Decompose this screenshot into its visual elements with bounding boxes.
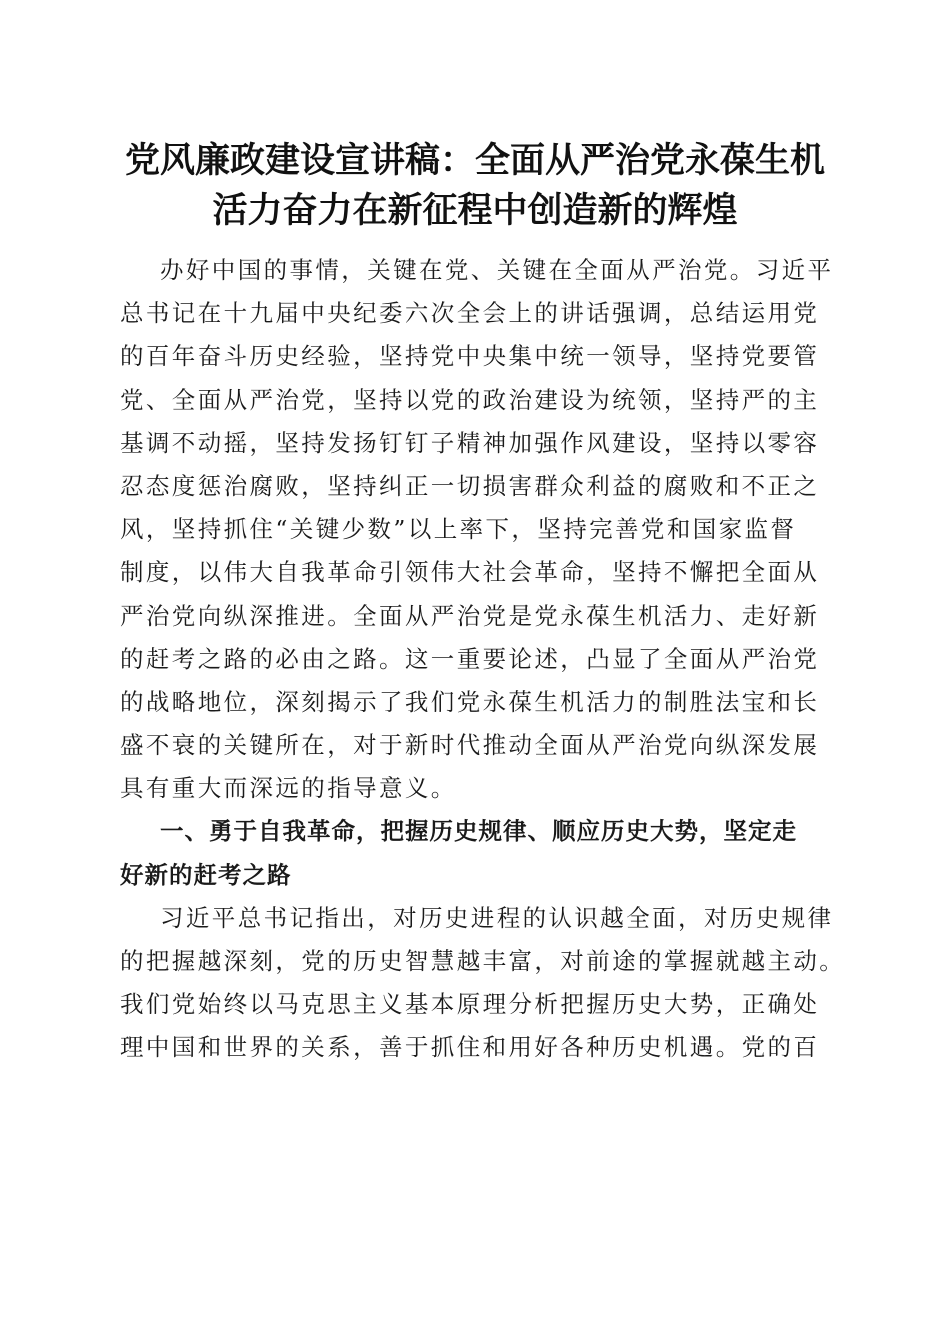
paragraph-2 — [120, 897, 846, 1070]
heading-line: 一、勇于自我革命，把握历史规律、顺应历史大势，坚定走 — [160, 817, 797, 846]
heading-line: 好新的赶考之路 — [120, 860, 292, 889]
document-title — [100, 136, 850, 236]
text-line: 的百年奋斗历史经验，坚持党中央集中统一领导，坚持党要管 — [120, 342, 820, 371]
text-line: 基调不动摇，坚持发扬钉钉子精神加强作风建设，坚持以零容 — [120, 428, 820, 457]
text-line: 具有重大而深远的指导意义。 — [120, 774, 457, 803]
text-line: 忍态度惩治腐败，坚持纠正一切损害群众利益的腐败和不正之 — [120, 471, 820, 500]
text-line: 的战略地位，深刻揭示了我们党永葆生机活力的制胜法宝和长 — [120, 687, 820, 716]
text-line: 严治党向纵深推进。全面从严治党是党永葆生机活力、走好新 — [120, 601, 820, 630]
text-line: 习近平总书记指出，对历史进程的认识越全面，对历史规律 — [160, 903, 834, 932]
title-line: 党风廉政建设宣讲稿：全面从严治党永葆生机 — [124, 140, 825, 181]
title-line: 活力奋力在新征程中创造新的辉煌 — [212, 190, 738, 231]
text-line: 的赶考之路的必由之路。这一重要论述，凸显了全面从严治党 — [120, 644, 820, 673]
text-line: 我们党始终以马克思主义基本原理分析把握历史大势，正确处 — [120, 990, 820, 1019]
text-line: 盛不衰的关键所在，对于新时代推动全面从严治党向纵深发展 — [120, 731, 820, 760]
text-line: 的把握越深刻，党的历史智慧越丰富，对前途的掌握就越主动。 — [120, 947, 846, 975]
text-line: 制度，以伟大自我革命引领伟大社会革命，坚持不懈把全面从 — [120, 558, 820, 587]
text-line: 办好中国的事情，关键在党、关键在全面从严治党。习近平 — [160, 256, 834, 284]
text-line: 风，坚持抓住“关键少数”以上率下，坚持完善党和国家监督 — [120, 515, 797, 544]
document-body — [120, 249, 846, 1070]
text-line: 理中国和世界的关系，善于抓住和用好各种历史机遇。党的百 — [120, 1033, 820, 1062]
paragraph-1 — [120, 249, 840, 810]
text-line: 总书记在十九届中央纪委六次全会上的讲话强调，总结运用党 — [120, 299, 820, 328]
text-line: 党、全面从严治党，坚持以党的政治建设为统领，坚持严的主 — [120, 385, 820, 414]
section-heading-1 — [120, 810, 840, 896]
